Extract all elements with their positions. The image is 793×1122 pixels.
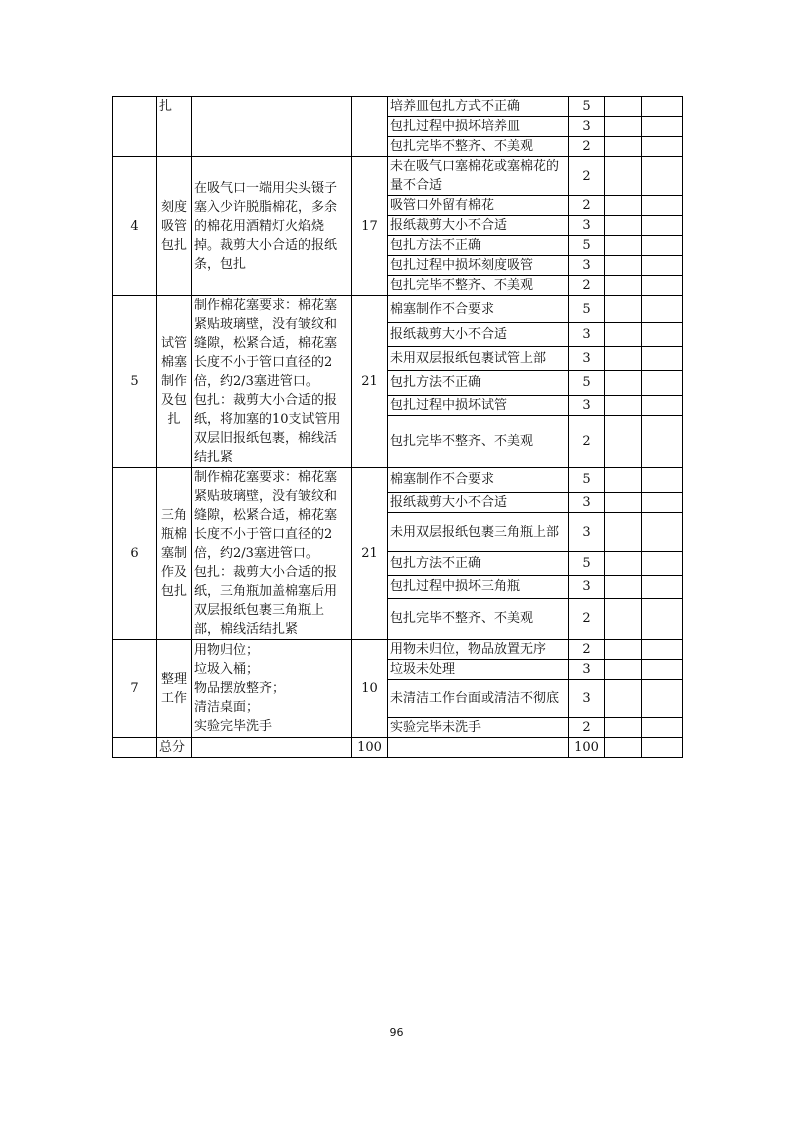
blank-cell (642, 718, 683, 738)
blank-cell (605, 718, 642, 738)
deduction-criterion: 包扎完毕不整齐、不美观 (388, 137, 569, 157)
blank-cell (388, 738, 569, 758)
blank-cell (605, 276, 642, 296)
blank-cell (642, 395, 683, 415)
blank-cell (605, 395, 642, 415)
deduction-criterion: 棉塞制作不合要求 (388, 468, 569, 493)
item-requirement: 制作棉花塞要求：棉花塞紧贴玻璃壁，没有皱纹和缝隙，松紧合适，棉花塞长度不小于管口直径的2倍，约2/3塞进管口。 包扎：裁剪大小合适的报纸，将加塞的10支试管用双层旧报纸包裹，棉线活结扎紧 (192, 296, 352, 468)
deduction-criterion: 未在吸气口塞棉花或塞棉花的量不合适 (388, 157, 569, 196)
blank-cell (605, 513, 642, 552)
blank-cell (605, 552, 642, 576)
blank-cell (605, 137, 642, 157)
blank-cell (642, 552, 683, 576)
deduction-criterion: 包扎方法不正确 (388, 236, 569, 256)
deduction-points: 2 (569, 415, 605, 467)
item-name: 试管 棉塞 制作 及包 扎 (157, 296, 192, 468)
blank-cell (642, 598, 683, 639)
deduction-points: 5 (569, 236, 605, 256)
deduction-points: 3 (569, 256, 605, 276)
deduction-points: 2 (569, 718, 605, 738)
blank-cell (642, 196, 683, 216)
deduction-points: 2 (569, 137, 605, 157)
blank-cell (605, 371, 642, 395)
deduction-points: 5 (569, 552, 605, 576)
blank-cell (642, 256, 683, 276)
deduction-criterion: 报纸裁剪大小不合适 (388, 216, 569, 236)
blank-cell (605, 598, 642, 639)
blank-cell (642, 97, 683, 117)
blank-cell (642, 117, 683, 137)
deduction-points: 5 (569, 296, 605, 323)
blank-cell (642, 323, 683, 347)
blank-cell (642, 371, 683, 395)
deduction-points: 3 (569, 395, 605, 415)
blank-cell (605, 97, 642, 117)
deduction-criterion: 包扎过程中损坏试管 (388, 395, 569, 415)
item-requirement (192, 97, 352, 157)
item-score: 10 (352, 640, 388, 738)
blank-cell (605, 492, 642, 513)
table-row (113, 296, 683, 323)
total-points: 100 (569, 738, 605, 758)
scoring-table (112, 96, 683, 758)
deduction-criterion: 培养皿包扎方式不正确 (388, 97, 569, 117)
blank-cell (605, 296, 642, 323)
deduction-criterion: 报纸裁剪大小不合适 (388, 323, 569, 347)
item-number: 6 (113, 468, 157, 640)
deduction-criterion: 报纸裁剪大小不合适 (388, 492, 569, 513)
blank-cell (605, 256, 642, 276)
table-row (113, 157, 683, 196)
deduction-points: 3 (569, 660, 605, 680)
item-score: 21 (352, 296, 388, 468)
deduction-points: 2 (569, 276, 605, 296)
deduction-points: 3 (569, 117, 605, 137)
blank-cell (642, 415, 683, 467)
blank-cell (605, 415, 642, 467)
total-row (113, 738, 683, 758)
deduction-points: 3 (569, 513, 605, 552)
blank-cell (642, 680, 683, 718)
blank-cell (605, 640, 642, 660)
item-score: 21 (352, 468, 388, 640)
blank-cell (113, 738, 157, 758)
deduction-points: 3 (569, 216, 605, 236)
deduction-criterion: 包扎完毕不整齐、不美观 (388, 276, 569, 296)
blank-cell (605, 236, 642, 256)
blank-cell (642, 492, 683, 513)
blank-cell (642, 468, 683, 493)
item-name: 三角 瓶棉 塞制 作及 包扎 (157, 468, 192, 640)
item-number: 7 (113, 640, 157, 738)
table-row (113, 468, 683, 493)
table-row (113, 640, 683, 660)
blank-cell (605, 196, 642, 216)
blank-cell (605, 576, 642, 599)
deduction-points: 3 (569, 576, 605, 599)
blank-cell (642, 137, 683, 157)
blank-cell (605, 117, 642, 137)
deduction-points: 2 (569, 157, 605, 196)
item-requirement: 在吸气口一端用尖头镊子塞入少许脱脂棉花，多余的棉花用酒精灯火焰烧掉。裁剪大小合适的报纸条，包扎 (192, 157, 352, 296)
deduction-points: 3 (569, 347, 605, 371)
item-number: 4 (113, 157, 157, 296)
blank-cell (605, 468, 642, 493)
deduction-criterion: 包扎过程中损坏刻度吸管 (388, 256, 569, 276)
deduction-criterion: 垃圾未处理 (388, 660, 569, 680)
deduction-criterion: 包扎过程中损坏培养皿 (388, 117, 569, 137)
deduction-points: 2 (569, 196, 605, 216)
blank-cell (605, 738, 642, 758)
blank-cell (642, 576, 683, 599)
blank-cell (605, 680, 642, 718)
deduction-points: 3 (569, 680, 605, 718)
deduction-criterion: 未清洁工作台面或清洁不彻底 (388, 680, 569, 718)
blank-cell (642, 216, 683, 236)
table-row (113, 97, 683, 117)
deduction-criterion: 包扎方法不正确 (388, 552, 569, 576)
deduction-criterion: 用物未归位，物品放置无序 (388, 640, 569, 660)
item-score: 17 (352, 157, 388, 296)
deduction-criterion: 包扎完毕不整齐、不美观 (388, 598, 569, 639)
deduction-points: 5 (569, 371, 605, 395)
blank-cell (642, 640, 683, 660)
deduction-points: 5 (569, 97, 605, 117)
blank-cell (605, 347, 642, 371)
item-name: 刻度 吸管 包扎 (157, 157, 192, 296)
deduction-criterion: 未用双层报纸包裹三角瓶上部 (388, 513, 569, 552)
deduction-criterion: 包扎方法不正确 (388, 371, 569, 395)
item-number (113, 97, 157, 157)
deduction-points: 3 (569, 323, 605, 347)
deduction-criterion: 实验完毕未洗手 (388, 718, 569, 738)
blank-cell (642, 347, 683, 371)
blank-cell (642, 276, 683, 296)
blank-cell (642, 157, 683, 196)
blank-cell (605, 660, 642, 680)
deduction-criterion: 包扎完毕不整齐、不美观 (388, 415, 569, 467)
blank-cell (605, 157, 642, 196)
blank-cell (605, 323, 642, 347)
blank-cell (642, 660, 683, 680)
item-number: 5 (113, 296, 157, 468)
blank-cell (642, 296, 683, 323)
item-name: 整理 工作 (157, 640, 192, 738)
item-requirement: 制作棉花塞要求：棉花塞紧贴玻璃壁，没有皱纹和缝隙，松紧合适，棉花塞长度不小于管口直径的2倍，约2/3塞进管口。 包扎：裁剪大小合适的报纸，三角瓶加盖棉塞后用双层报纸包裹三角瓶上部，棉线活结扎紧 (192, 468, 352, 640)
total-label: 总分 (157, 738, 192, 758)
blank-cell (642, 236, 683, 256)
deduction-points: 2 (569, 640, 605, 660)
total-score: 100 (352, 738, 388, 758)
blank-cell (642, 738, 683, 758)
page-number: 96 (389, 1026, 404, 1039)
deduction-points: 5 (569, 468, 605, 493)
deduction-criterion: 未用双层报纸包裹试管上部 (388, 347, 569, 371)
blank-cell (642, 513, 683, 552)
deduction-criterion: 包扎过程中损坏三角瓶 (388, 576, 569, 599)
deduction-criterion: 棉塞制作不合要求 (388, 296, 569, 323)
item-name: 扎 (157, 97, 192, 157)
deduction-points: 2 (569, 598, 605, 639)
blank-cell (605, 216, 642, 236)
item-requirement: 用物归位； 垃圾入桶； 物品摆放整齐； 清洁桌面； 实验完毕洗手 (192, 640, 352, 738)
deduction-criterion: 吸管口外留有棉花 (388, 196, 569, 216)
deduction-points: 3 (569, 492, 605, 513)
item-score (352, 97, 388, 157)
blank-cell (192, 738, 352, 758)
